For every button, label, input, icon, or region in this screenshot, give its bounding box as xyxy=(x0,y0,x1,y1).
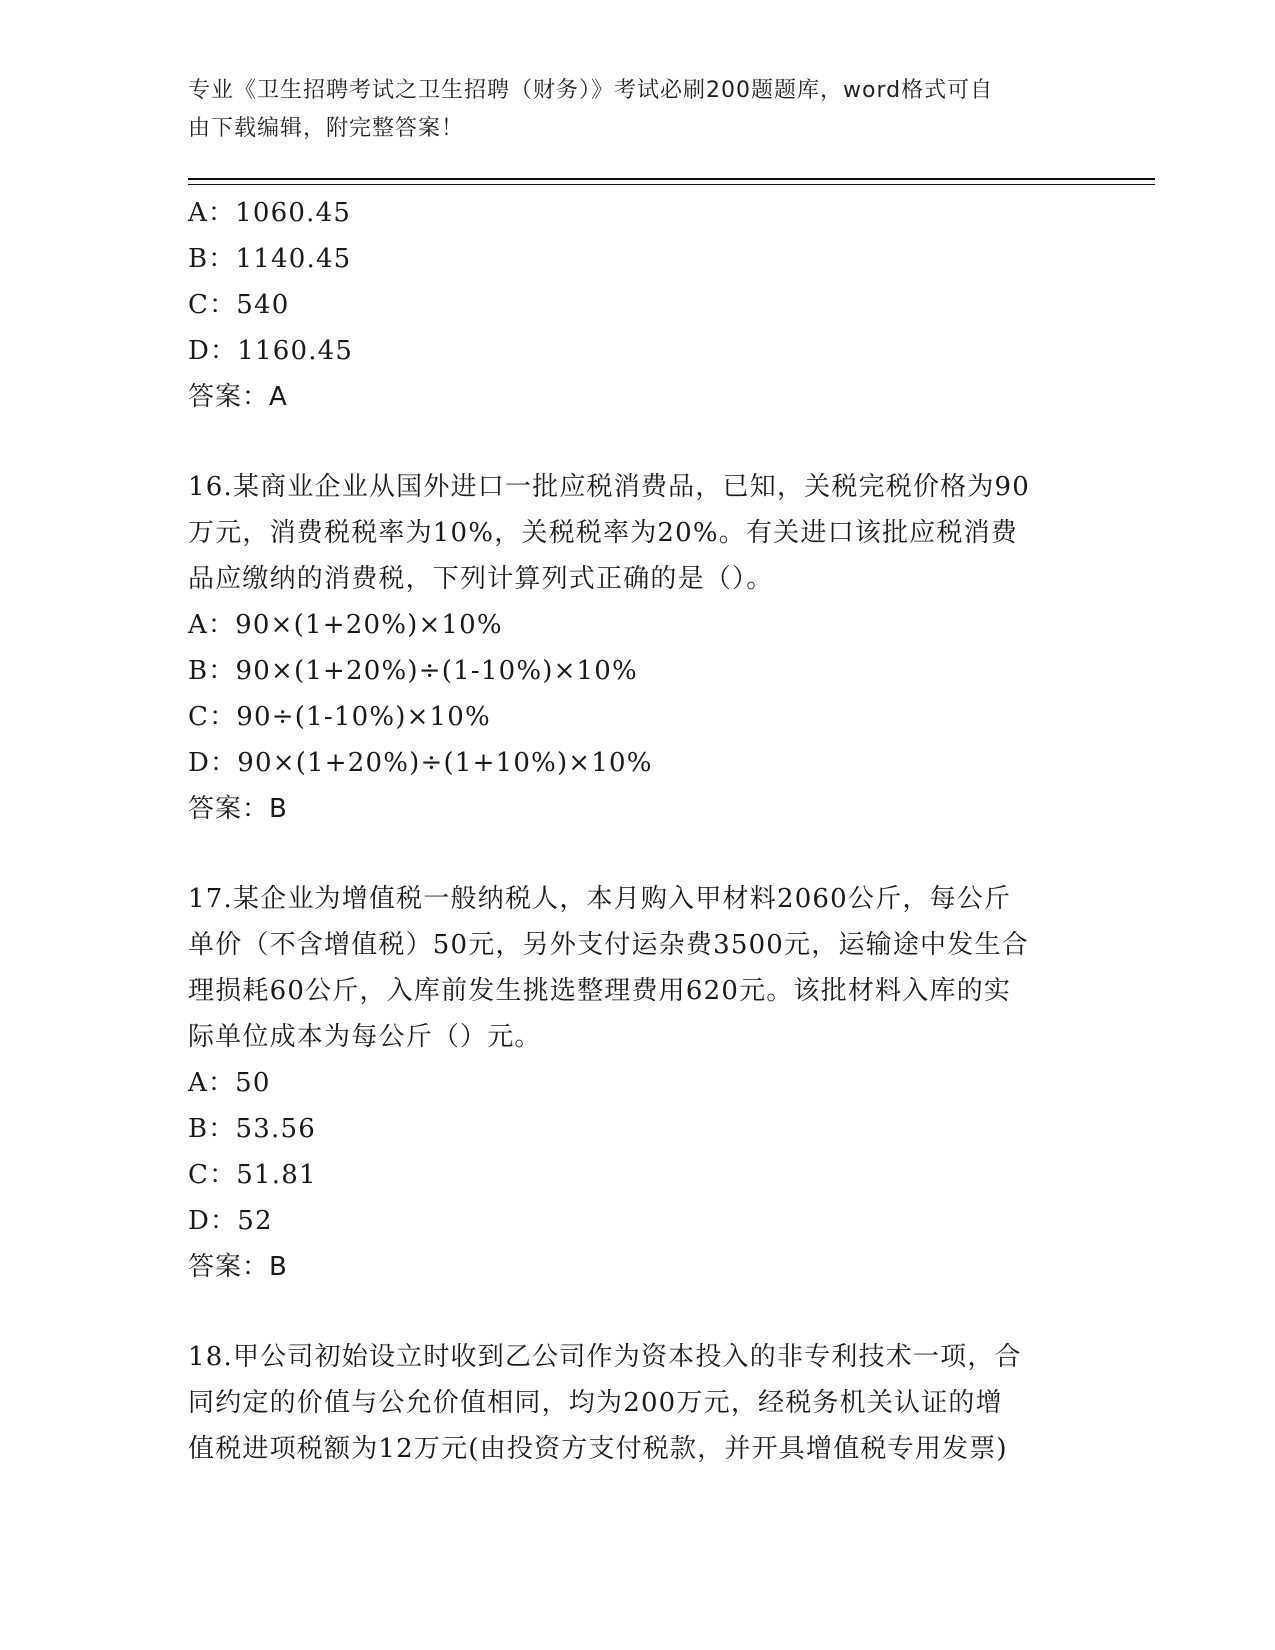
document-header xyxy=(188,72,1068,148)
question-text-line: 品应缴纳的消费税，下列计算列式正确的是（）。 xyxy=(188,564,774,594)
question-16 xyxy=(188,464,1088,832)
option-a: A：50 xyxy=(188,1068,271,1098)
answer: 答案：A xyxy=(188,382,288,412)
option-b: B：90×(1+20%)÷(1-10%)×10% xyxy=(188,656,638,686)
question-text-line: 单价（不含增值税）50元，另外支付运杂费3500元，运输途中发生合 xyxy=(188,930,1029,960)
option-d: D：52 xyxy=(188,1206,273,1236)
header-divider-thin xyxy=(188,184,1155,185)
question-18 xyxy=(188,1334,1088,1472)
answer: 答案：B xyxy=(188,794,288,824)
option-d: D：1160.45 xyxy=(188,336,354,366)
question-text-line: 18.甲公司初始设立时收到乙公司作为资本投入的非专利技术一项，合 xyxy=(188,1342,1022,1372)
question-15-options xyxy=(188,190,1088,420)
option-b: B：53.56 xyxy=(188,1114,316,1144)
question-text-line: 值税进项税额为12万元(由投资方支付税款，并开具增值税专用发票) xyxy=(188,1434,1008,1464)
option-c: C：540 xyxy=(188,290,290,320)
option-b: B：1140.45 xyxy=(188,244,352,274)
question-content xyxy=(188,190,1088,1472)
header-line-2: 由下载编辑，附完整答案！ xyxy=(188,116,465,141)
option-a: A：1060.45 xyxy=(188,198,352,228)
option-d: D：90×(1+20%)÷(1+10%)×10% xyxy=(188,748,653,778)
question-text-line: 万元，消费税税率为10%，关税税率为20%。有关进口该批应税消费 xyxy=(188,518,1018,548)
question-text-line: 理损耗60公斤，入库前发生挑选整理费用620元。该批材料入库的实 xyxy=(188,976,1012,1006)
header-divider-thick xyxy=(188,178,1155,180)
option-c: C：51.81 xyxy=(188,1160,317,1190)
question-17 xyxy=(188,876,1088,1290)
option-a: A：90×(1+20%)×10% xyxy=(188,610,503,640)
question-text-line: 17.某企业为增值税一般纳税人，本月购入甲材料2060公斤，每公斤 xyxy=(188,884,1012,914)
option-c: C：90÷(1-10%)×10% xyxy=(188,702,491,732)
question-text-line: 同约定的价值与公允价值相同，均为200万元，经税务机关认证的增 xyxy=(188,1388,1003,1418)
question-text-line: 际单位成本为每公斤（）元。 xyxy=(188,1022,542,1052)
answer: 答案：B xyxy=(188,1252,288,1282)
question-text-line: 16.某商业企业从国外进口一批应税消费品，已知，关税完税价格为90 xyxy=(188,472,1031,502)
header-line-1: 专业《卫生招聘考试之卫生招聘（财务）》考试必刷200题题库，word格式可自 xyxy=(188,78,994,103)
